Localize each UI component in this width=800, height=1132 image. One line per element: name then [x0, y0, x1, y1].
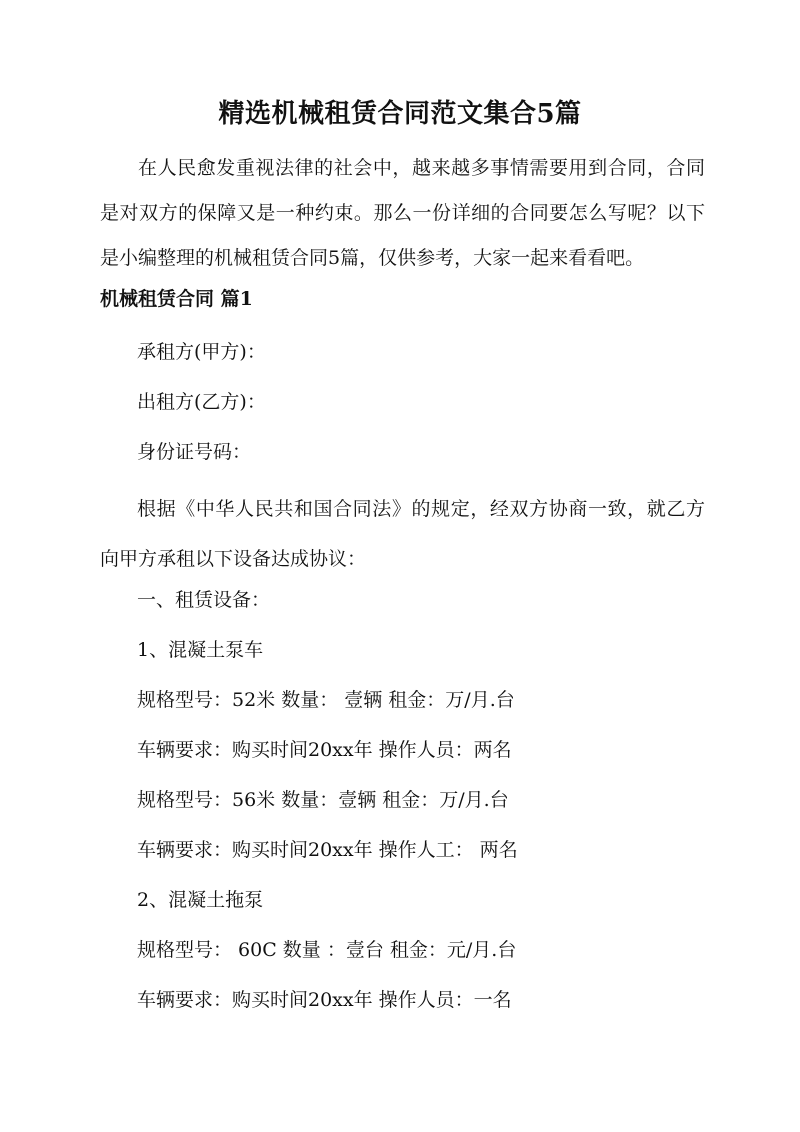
- item-1-title: 1、混凝土泵车: [137, 639, 264, 661]
- lessee-line: 承租方(甲方)：: [137, 341, 266, 363]
- item-1-requirement-a: 车辆要求：购买时间20xx年 操作人员：两名: [137, 739, 512, 761]
- item-1-spec-a: 规格型号：52米 数量： 壹辆 租金：万/月.台: [137, 689, 515, 711]
- document-title: 精选机械租赁合同范文集合5篇: [218, 99, 582, 129]
- clause-1-heading: 一、租赁设备：: [137, 589, 271, 611]
- intro-paragraph: 在人民愈发重视法律的社会中，越来越多事情需要用到合同，合同是对双方的保障又是一种约束。那么一份详细的合同要怎么写呢？以下是小编整理的机械租赁合同5篇，仅供参考，大家一起来看看吧。: [100, 157, 705, 269]
- item-1-spec-b: 规格型号：56米 数量：壹辆 租金：万/月.台: [137, 789, 509, 811]
- id-number-line: 身份证号码：: [137, 441, 252, 463]
- section-heading: 机械租赁合同 篇1: [100, 288, 253, 310]
- item-1-requirement-b: 车辆要求：购买时间20xx年 操作人工： 两名: [137, 839, 518, 861]
- item-2-title: 2、混凝土拖泵: [137, 889, 264, 911]
- agreement-paragraph: 根据《中华人民共和国合同法》的规定，经双方协商一致，就乙方向甲方承租以下设备达成协议：: [100, 498, 705, 570]
- item-2-requirement: 车辆要求：购买时间20xx年 操作人员：一名: [137, 989, 512, 1011]
- lessor-line: 出租方(乙方)：: [137, 391, 266, 413]
- item-2-spec: 规格型号： 60C 数量 ：壹台 租金：元/月.台: [137, 939, 517, 961]
